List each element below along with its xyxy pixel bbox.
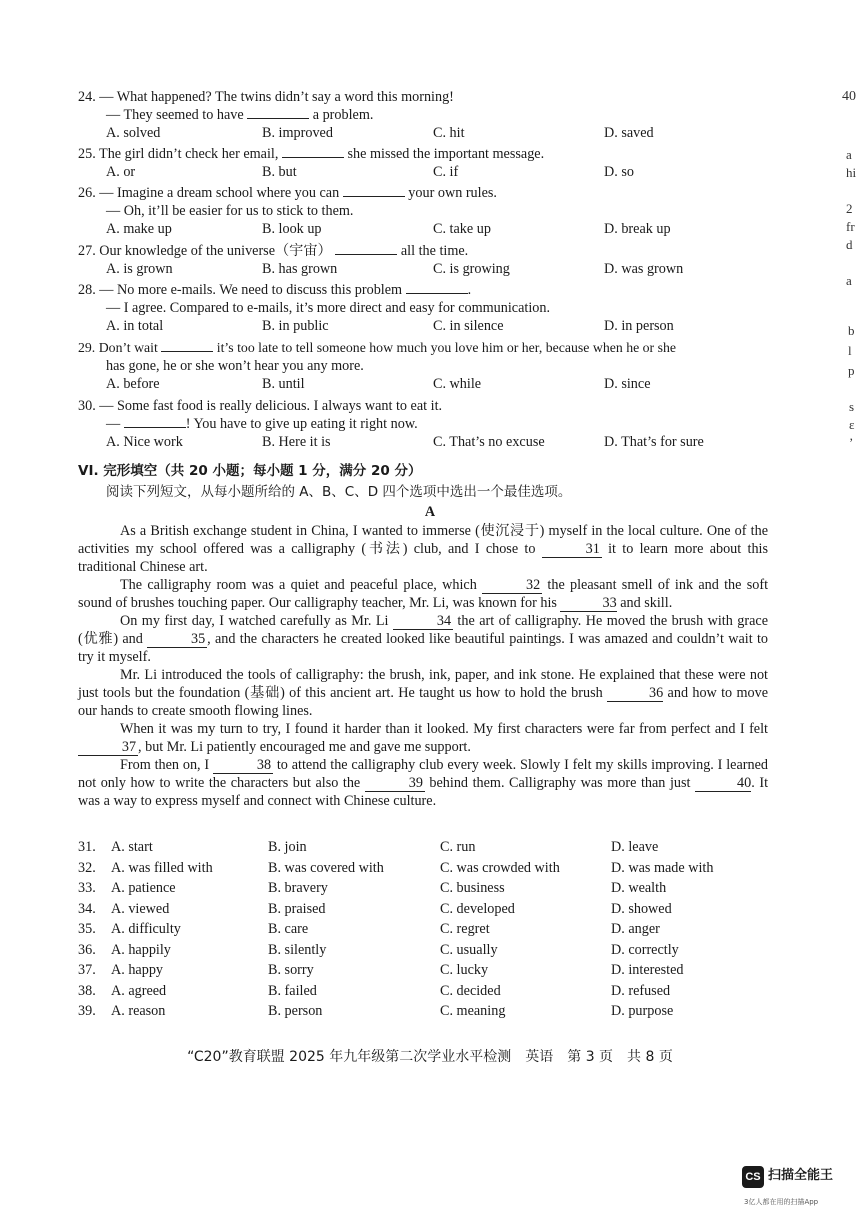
answer-blank[interactable] (282, 145, 344, 158)
option-number: 36. (78, 941, 96, 958)
passage-text: the pleasant smell of ink and the soft sound of brushes touching paper. Our calligraphy teacher, Mr. Li, was known for his (78, 577, 769, 611)
question-number: 25. (78, 146, 96, 162)
option-b[interactable]: B. sorry (268, 962, 314, 978)
option-b[interactable]: B. silently (268, 941, 327, 958)
option-c[interactable]: C. decided (440, 982, 501, 999)
option-number: 39. (78, 1003, 96, 1019)
options-row-32 (78, 859, 778, 880)
option-d[interactable]: D. correctly (611, 941, 679, 958)
page-footer: “C20”教育联盟 2025 年九年级第二次学业水平检测 英语 第 3 页 共 8 页 (187, 1049, 673, 1065)
passage-text: , but Mr. Li patiently encouraged me and gave me support. (138, 739, 471, 755)
question-text: — (106, 416, 121, 432)
option-number: 38. (78, 982, 96, 999)
option-b[interactable]: B. improved (262, 125, 333, 141)
option-d[interactable]: D. since (604, 376, 651, 392)
question-number: 24. (78, 89, 96, 105)
option-b[interactable]: B. but (262, 164, 297, 180)
answer-blank[interactable] (335, 242, 397, 255)
question-number: 27. (78, 243, 96, 259)
answer-blank[interactable] (124, 415, 186, 428)
section-title: VI. 完形填空（共 20 小题；每小题 1 分，满分 20 分） (78, 463, 422, 479)
option-b[interactable]: B. praised (268, 900, 326, 917)
question-26 (78, 184, 778, 239)
options-row-34 (78, 900, 778, 921)
options-row (78, 375, 778, 394)
option-d[interactable]: D. was made with (611, 859, 714, 876)
option-b[interactable]: B. Here it is (262, 434, 331, 450)
option-number: 31. (78, 839, 96, 855)
option-c[interactable]: C. is growing (433, 261, 510, 277)
option-c[interactable]: C. take up (433, 221, 491, 237)
question-number: 26. (78, 185, 96, 201)
cloze-blank-36[interactable]: 36 (607, 686, 663, 702)
edge-fragment: ʼ (849, 435, 854, 450)
passage-text: behind them. Calligraphy was more than just (429, 775, 691, 791)
passage-part-label: A (424, 504, 436, 520)
edge-fragment: fr (846, 219, 855, 234)
edge-fragment: d (846, 237, 853, 252)
edge-fragment: s (849, 399, 855, 414)
option-number: 37. (78, 962, 96, 978)
option-d[interactable]: D. in person (604, 318, 674, 334)
option-d[interactable]: D. refused (611, 982, 671, 999)
question-24 (78, 88, 778, 143)
question-number: 30. (78, 398, 96, 414)
option-a[interactable]: A. happily (111, 941, 171, 958)
option-c[interactable]: C. That’s no excuse (433, 434, 545, 450)
question-27 (78, 242, 778, 279)
edge-fragment: b (848, 323, 855, 338)
option-number: 35. (78, 921, 96, 937)
option-d[interactable]: D. saved (604, 125, 654, 141)
cloze-blank-34[interactable]: 34 (393, 614, 453, 630)
cloze-blank-35[interactable]: 35 (147, 632, 207, 648)
question-number: 29. (78, 340, 96, 355)
option-c[interactable]: C. regret (440, 921, 490, 937)
passage-text: , and the characters he created looked like beautiful paintings. I was amazed and couldn’t wait to try it myself. (78, 631, 768, 665)
edge-fragment: a (846, 147, 852, 162)
answer-blank[interactable] (406, 281, 468, 294)
option-d[interactable]: D. That’s for sure (604, 434, 704, 450)
question-29 (78, 339, 778, 394)
option-a[interactable]: A. make up (106, 221, 172, 237)
scanner-logo-icon: CS (742, 1166, 764, 1188)
option-a[interactable]: A. or (106, 164, 136, 180)
option-b[interactable]: B. care (268, 921, 309, 937)
option-a[interactable]: A. happy (111, 962, 164, 978)
option-c[interactable]: C. in silence (433, 318, 504, 334)
options-row (78, 317, 778, 336)
option-a[interactable]: A. is grown (106, 261, 173, 277)
passage-text: the art of calligraphy. He moved the brush with grace (优雅) and (78, 613, 769, 647)
option-c[interactable]: C. business (440, 880, 505, 896)
question-text: — No more e-mails. We need to discuss this problem (99, 282, 403, 298)
passage-text: From then on, I (120, 757, 210, 773)
option-a[interactable]: A. before (106, 376, 160, 392)
question-text: your own rules. (408, 185, 497, 201)
options-row-39 (78, 1002, 778, 1023)
option-b[interactable]: B. in public (262, 318, 329, 334)
question-number: 28. (78, 282, 96, 298)
passage-text: and skill. (620, 595, 673, 611)
edge-fragment: hi (846, 165, 857, 180)
question-text: — Oh, it’ll be easier for us to stick to them. (106, 203, 354, 219)
question-25 (78, 145, 778, 182)
question-text: she missed the important message. (347, 146, 545, 162)
options-row-37 (78, 961, 778, 982)
edge-fragment: l (848, 343, 852, 358)
option-a[interactable]: A. viewed (111, 900, 170, 917)
option-a[interactable]: A. in total (106, 318, 164, 334)
option-number: 33. (78, 880, 96, 896)
passage-text: it to learn more about this traditional Chinese art. (78, 541, 769, 575)
option-d[interactable]: D. anger (611, 921, 660, 937)
option-d[interactable]: D. break up (604, 221, 671, 237)
option-d[interactable]: D. interested (611, 962, 684, 978)
cloze-options (78, 838, 778, 1023)
cloze-blank-33[interactable]: 33 (560, 596, 616, 612)
cloze-passage (78, 522, 768, 810)
passage-text: . It was a way to express myself and connect with Chinese culture. (78, 775, 769, 809)
cloze-blank-38[interactable]: 38 (213, 758, 273, 774)
option-b[interactable]: B. until (262, 376, 305, 392)
option-a[interactable]: A. reason (111, 1003, 166, 1019)
option-a[interactable]: A. start (111, 839, 153, 855)
question-text: — They seemed to have (106, 107, 244, 123)
options-row-36 (78, 941, 778, 962)
paragraph-2 (78, 576, 768, 612)
option-d[interactable]: D. leave (611, 839, 659, 855)
question-text: ! You have to give up eating it right now. (185, 416, 418, 432)
options-row-33 (78, 879, 778, 900)
options-row-31 (78, 838, 778, 859)
section-instruction: 阅读下列短文，从每小题所给的 A、B、C、D 四个选项中选出一个最佳选项。 (106, 484, 572, 500)
paragraph-5 (78, 720, 768, 756)
option-b[interactable]: B. bravery (268, 880, 328, 896)
paragraph-4 (78, 666, 768, 720)
option-c[interactable]: C. usually (440, 941, 498, 958)
option-a[interactable]: A. was filled with (111, 859, 213, 876)
passage-text: Mr. Li introduced the tools of calligraphy: the brush, ink, paper, and ink stone. He explained that these were not just tools but the foundation (基础) of this ancient art. He taught us how to hold the brush (78, 667, 768, 701)
passage-text: and how to move our hands to create smooth flowing lines. (78, 685, 768, 719)
passage-text: The calligraphy room was a quiet and peaceful place, which (120, 577, 477, 593)
passage-text: As a British exchange student in China, I wanted to immerse (使沉浸于) myself in the local culture. One of the activities my school offered was a calligraphy (书法) club, and I chose to (78, 523, 768, 557)
option-number: 34. (78, 900, 96, 917)
option-b[interactable]: B. was covered with (268, 859, 384, 876)
option-c[interactable]: C. was crowded with (440, 859, 560, 876)
option-b[interactable]: B. look up (262, 221, 322, 237)
cloze-blank-40[interactable]: 40 (695, 776, 751, 792)
question-text: it’s too late to tell someone how much you love him or her, because when he or she (216, 340, 676, 355)
question-text: — I agree. Compared to e-mails, it’s more direct and easy for communication. (106, 300, 551, 316)
options-row-38 (78, 982, 778, 1003)
option-b[interactable]: B. join (268, 839, 307, 855)
question-text: Don’t wait (98, 340, 158, 355)
edge-fragment: a (846, 273, 852, 288)
answer-blank[interactable] (343, 184, 405, 197)
edge-fragment: ε (849, 417, 855, 432)
answer-blank[interactable] (161, 339, 213, 352)
question-28 (78, 281, 778, 336)
cloze-blank-37[interactable]: 37 (78, 740, 138, 756)
option-b[interactable]: B. has grown (262, 261, 338, 277)
option-d[interactable]: D. so (604, 164, 634, 180)
option-a[interactable]: A. agreed (111, 982, 167, 999)
cloze-blank-39[interactable]: 39 (365, 776, 425, 792)
options-row-35 (78, 920, 778, 941)
option-d[interactable]: D. purpose (611, 1003, 674, 1019)
options-row (78, 260, 778, 279)
option-a[interactable]: A. difficulty (111, 921, 181, 937)
question-text: . (467, 282, 472, 298)
passage-text: When it was my turn to try, I found it harder than it looked. My first characters were far from perfect and I felt (120, 721, 768, 737)
option-c[interactable]: C. meaning (440, 1003, 506, 1019)
options-row (78, 163, 778, 182)
passage-text: to attend the calligraphy club every week. Slowly I felt my skills improving. I learned not only how to write the characters but also the (78, 757, 768, 791)
paragraph-1 (78, 522, 768, 576)
option-d[interactable]: D. showed (611, 900, 672, 917)
option-c[interactable]: C. while (433, 376, 482, 392)
paragraph-6 (78, 756, 768, 810)
question-text: a problem. (312, 107, 374, 123)
option-a[interactable]: A. solved (106, 125, 161, 141)
question-text: has gone, he or she won’t hear you any more. (106, 358, 364, 374)
scanner-tagline: 3亿人都在用的扫描App (744, 1198, 819, 1206)
paragraph-3 (78, 612, 768, 666)
question-text: — What happened? The twins didn’t say a word this morning! (99, 89, 454, 105)
option-c[interactable]: C. run (440, 839, 476, 855)
edge-fragment: 2 (846, 201, 853, 216)
option-d[interactable]: D. wealth (611, 880, 667, 896)
cloze-blank-31[interactable]: 31 (542, 542, 602, 558)
edge-page-number: 40 (842, 89, 856, 104)
scanner-app-name: 扫描全能王 (768, 1168, 834, 1183)
question-text: — Some fast food is really delicious. I always want to eat it. (99, 398, 443, 414)
option-number: 32. (78, 859, 96, 876)
option-a[interactable]: A. patience (111, 880, 176, 896)
passage-text: On my first day, I watched carefully as Mr. Li (120, 613, 389, 629)
options-row (78, 124, 778, 143)
question-text: The girl didn’t check her email, (99, 146, 279, 162)
option-b[interactable]: B. failed (268, 982, 317, 999)
question-30 (78, 397, 778, 452)
option-d[interactable]: D. was grown (604, 261, 684, 277)
question-text: all the time. (400, 243, 469, 259)
question-text: Our knowledge of the universe（宇宙） (99, 243, 332, 259)
option-c[interactable]: C. developed (440, 900, 515, 917)
option-c[interactable]: C. hit (433, 125, 465, 141)
option-b[interactable]: B. person (268, 1003, 323, 1019)
cloze-blank-32[interactable]: 32 (482, 578, 542, 594)
question-text: — Imagine a dream school where you can (99, 185, 340, 201)
answer-blank[interactable] (247, 106, 309, 119)
edge-fragment: p (848, 363, 855, 378)
option-a[interactable]: A. Nice work (106, 434, 183, 450)
option-c[interactable]: C. lucky (440, 962, 489, 978)
options-row (78, 220, 778, 239)
option-c[interactable]: C. if (433, 164, 459, 180)
options-row (78, 433, 778, 452)
